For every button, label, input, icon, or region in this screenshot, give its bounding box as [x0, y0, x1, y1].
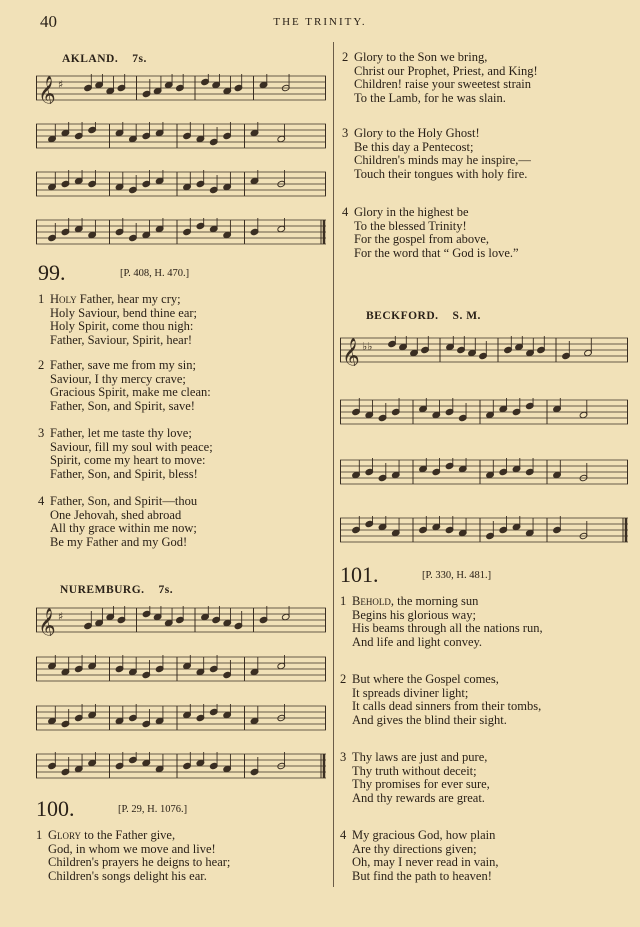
verse-text: Children! raise your sweetest strain: [354, 77, 532, 92]
verse-text: Father, Son, and Spirit, bless!: [50, 466, 198, 481]
verse-text: Saviour, fill my soul with peace;: [50, 439, 213, 454]
verse-line: [36, 843, 230, 857]
tune-meter: 7s.: [132, 53, 147, 65]
verse-line: [340, 700, 541, 714]
verse-line: [340, 751, 490, 765]
hymn-99-verse-3: [38, 427, 213, 481]
hymn-100-verse-3: [342, 127, 531, 181]
verse-line: [38, 536, 197, 550]
treble-clef: 𝄞: [342, 338, 360, 366]
verse-text: Glory to the Son we bring,: [354, 50, 488, 64]
verse-line: [38, 509, 197, 523]
tune-name: NUREMBURG.: [60, 584, 145, 596]
hymn-reference: [P. 408, H. 470.]: [120, 268, 190, 279]
verse-first-word: Glory: [48, 828, 82, 842]
music-staff: [36, 752, 326, 782]
verse-line: [36, 829, 230, 843]
verse-text: All thy grace within me now;: [50, 521, 197, 536]
key-signature: ♯: [58, 610, 64, 623]
verse-text: And gives the blind their sight.: [352, 712, 507, 727]
hymn-number: 99.: [38, 260, 66, 285]
verse-line: [340, 609, 543, 623]
verse-line: [38, 427, 213, 441]
verse-number: 4: [340, 828, 347, 842]
verse-number: 2: [38, 358, 45, 372]
verse-line: [38, 334, 197, 348]
verse-text: But where the Gospel comes,: [352, 672, 499, 686]
verse-text: Be my Father and my God!: [50, 534, 188, 549]
hymn-number: 101.: [340, 562, 379, 587]
music-staff: [340, 516, 628, 546]
verse-text: My gracious God, how plain: [352, 828, 496, 842]
verse-first-word: Holy: [50, 292, 77, 306]
verse-line: [38, 495, 197, 509]
verse-text: Be this day a Pentecost;: [354, 139, 474, 154]
staff-drawing: [36, 752, 326, 782]
tune-name: BECKFORD.: [366, 310, 439, 322]
verse-line: [36, 856, 230, 870]
verse-text: Father, save me from my sin;: [50, 358, 196, 372]
music-staff: [36, 122, 326, 152]
verse-text: To the Lamb, for he was slain.: [354, 90, 506, 105]
verse-line: [342, 168, 531, 182]
verse-line: [342, 247, 519, 261]
hymn-reference: [P. 29, H. 1076.]: [118, 804, 188, 815]
verse-line: [36, 870, 230, 884]
hymn-99-verse-1: [38, 293, 197, 347]
hymn-101-verse-1: [340, 595, 543, 649]
verse-number: 4: [38, 494, 45, 508]
verse-line: [38, 400, 211, 414]
staff-drawing: [36, 74, 326, 104]
verse-line: [38, 307, 197, 321]
verse-text: Holy Spirit, come thou nigh:: [50, 319, 194, 334]
verse-text: Father, let me taste thy love;: [50, 426, 192, 440]
verse-line: [340, 714, 541, 728]
verse-number: 3: [38, 426, 45, 440]
staff-drawing: [36, 122, 326, 152]
verse-line: [342, 65, 538, 79]
verse-line: [340, 829, 498, 843]
staff-drawing: [36, 655, 326, 685]
verse-text: Holy Saviour, bend thine ear;: [50, 305, 198, 320]
verse-text: Father, Son, and Spirit, save!: [50, 398, 195, 413]
verse-text: Christ our Prophet, Priest, and King!: [354, 63, 538, 78]
verse-text: And thy rewards are great.: [352, 790, 485, 805]
verse-text: His beams through all the nations run,: [352, 621, 543, 636]
tune-heading-akland: [62, 53, 147, 65]
verse-text: And life and light convey.: [352, 634, 483, 649]
staff-drawing: [340, 336, 628, 366]
verse-number: 2: [342, 50, 349, 64]
verse-text: Thy promises for ever sure,: [352, 777, 490, 792]
hymn-101-verse-2: [340, 673, 541, 727]
verse-text: to the Father give,: [81, 828, 176, 842]
hymn-101-verse-3: [340, 751, 490, 805]
verse-line: [342, 154, 531, 168]
hymn-101-header: [340, 562, 491, 588]
hymn-101-verse-4: [340, 829, 498, 883]
verse-number: 1: [38, 292, 45, 306]
verse-text: Children's prayers he deigns to hear;: [48, 855, 231, 870]
staff-drawing: [340, 458, 628, 488]
verse-line: [38, 359, 211, 373]
tune-meter: S. M.: [452, 310, 481, 322]
verse-text: Glory to the Holy Ghost!: [354, 126, 480, 140]
staff-drawing: [36, 170, 326, 200]
hymn-100-verse-4: [342, 206, 519, 260]
hymn-number: 100.: [36, 796, 75, 821]
verse-text: Glory in the highest be: [354, 205, 469, 219]
verse-text: Touch their tongues with holy fire.: [354, 166, 528, 181]
verse-text: Begins his glorious way;: [352, 607, 476, 622]
verse-line: [38, 386, 211, 400]
verse-line: [340, 778, 490, 792]
verse-line: [38, 468, 213, 482]
key-signature: ♯: [58, 78, 64, 91]
verse-text: It spreads diviner light;: [352, 685, 469, 700]
verse-line: [38, 320, 197, 334]
verse-number: 4: [342, 205, 349, 219]
verse-text: the morning sun: [393, 594, 479, 608]
verse-line: [340, 843, 498, 857]
verse-line: [340, 622, 543, 636]
verse-text: Spirit, come my heart to move:: [50, 453, 206, 468]
verse-line: [340, 673, 541, 687]
verse-line: [38, 454, 213, 468]
verse-number: 1: [340, 594, 347, 608]
verse-line: [340, 870, 498, 884]
music-staff: [36, 170, 326, 200]
verse-text: One Jehovah, shed abroad: [50, 507, 182, 522]
hymn-99-verse-4: [38, 495, 197, 549]
verse-text: Children's songs delight his ear.: [48, 868, 207, 883]
music-staff: [36, 606, 326, 636]
verse-text: God, in whom we move and live!: [48, 841, 216, 856]
verse-text: To the blessed Trinity!: [354, 218, 467, 233]
verse-text: Children's minds may he inspire,—: [354, 153, 531, 168]
verse-text: For the word that “ God is love.”: [354, 245, 519, 260]
verse-text: But find the path to heaven!: [352, 868, 492, 883]
music-staff: [340, 398, 628, 428]
verse-line: [342, 92, 538, 106]
verse-number: 3: [342, 126, 349, 140]
verse-line: [342, 141, 531, 155]
verse-line: [342, 51, 538, 65]
verse-line: [340, 595, 543, 609]
verse-line: [342, 233, 519, 247]
column-divider: [333, 42, 334, 887]
verse-line: [340, 856, 498, 870]
verse-text: Saviour, I thy mercy crave;: [50, 371, 186, 386]
key-signature: ♭♭: [362, 340, 373, 353]
music-staff: [340, 458, 628, 488]
staff-drawing: [36, 704, 326, 734]
verse-number: 2: [340, 672, 347, 686]
tune-name: AKLAND.: [62, 53, 119, 65]
verse-text: Thy laws are just and pure,: [352, 750, 488, 764]
verse-line: [38, 293, 197, 307]
verse-text: Father, hear my cry;: [76, 292, 181, 306]
verse-line: [342, 78, 538, 92]
tune-heading-beckford: [366, 310, 481, 322]
verse-line: [342, 127, 531, 141]
music-staff: [36, 74, 326, 104]
staff-drawing: [340, 398, 628, 428]
hymn-reference: [P. 330, H. 481.]: [422, 570, 492, 581]
verse-text: Are thy directions given;: [352, 841, 477, 856]
verse-text: Father, Son, and Spirit—thou: [50, 494, 198, 508]
music-staff: [36, 704, 326, 734]
hymn-99-verse-2: [38, 359, 211, 413]
treble-clef: 𝄞: [38, 608, 56, 636]
verse-line: [340, 765, 490, 779]
running-head: THE TRINITY.: [273, 16, 367, 28]
treble-clef: 𝄞: [38, 76, 56, 104]
verse-number: 3: [340, 750, 347, 764]
verse-line: [342, 206, 519, 220]
music-staff: [36, 218, 326, 248]
verse-line: [340, 636, 543, 650]
page-number: 40: [40, 12, 57, 31]
verse-text: Oh, may I never read in vain,: [352, 855, 499, 870]
music-staff: [340, 336, 628, 366]
staff-drawing: [36, 606, 326, 636]
verse-text: Thy truth without deceit;: [352, 763, 477, 778]
verse-first-word: Behold,: [352, 594, 394, 608]
hymn-99-header: [38, 260, 189, 286]
verse-line: [342, 220, 519, 234]
verse-text: For the gospel from above,: [354, 232, 490, 247]
verse-text: It calls dead sinners from their tombs,: [352, 699, 542, 714]
staff-drawing: [340, 516, 628, 546]
hymn-100-verse-1: [36, 829, 230, 883]
verse-line: [340, 792, 490, 806]
hymn-100-verse-2: [342, 51, 538, 105]
staff-drawing: [36, 218, 326, 248]
verse-line: [340, 687, 541, 701]
verse-line: [38, 441, 213, 455]
verse-number: 1: [36, 828, 43, 842]
verse-line: [38, 373, 211, 387]
tune-meter: 7s.: [158, 584, 174, 596]
verse-text: Father, Saviour, Spirit, hear!: [50, 332, 193, 347]
music-staff: [36, 655, 326, 685]
verse-line: [38, 522, 197, 536]
verse-text: Gracious Spirit, make me clean:: [50, 385, 211, 400]
hymn-100-header: [36, 796, 187, 822]
tune-heading-nuremburg: [60, 584, 173, 596]
